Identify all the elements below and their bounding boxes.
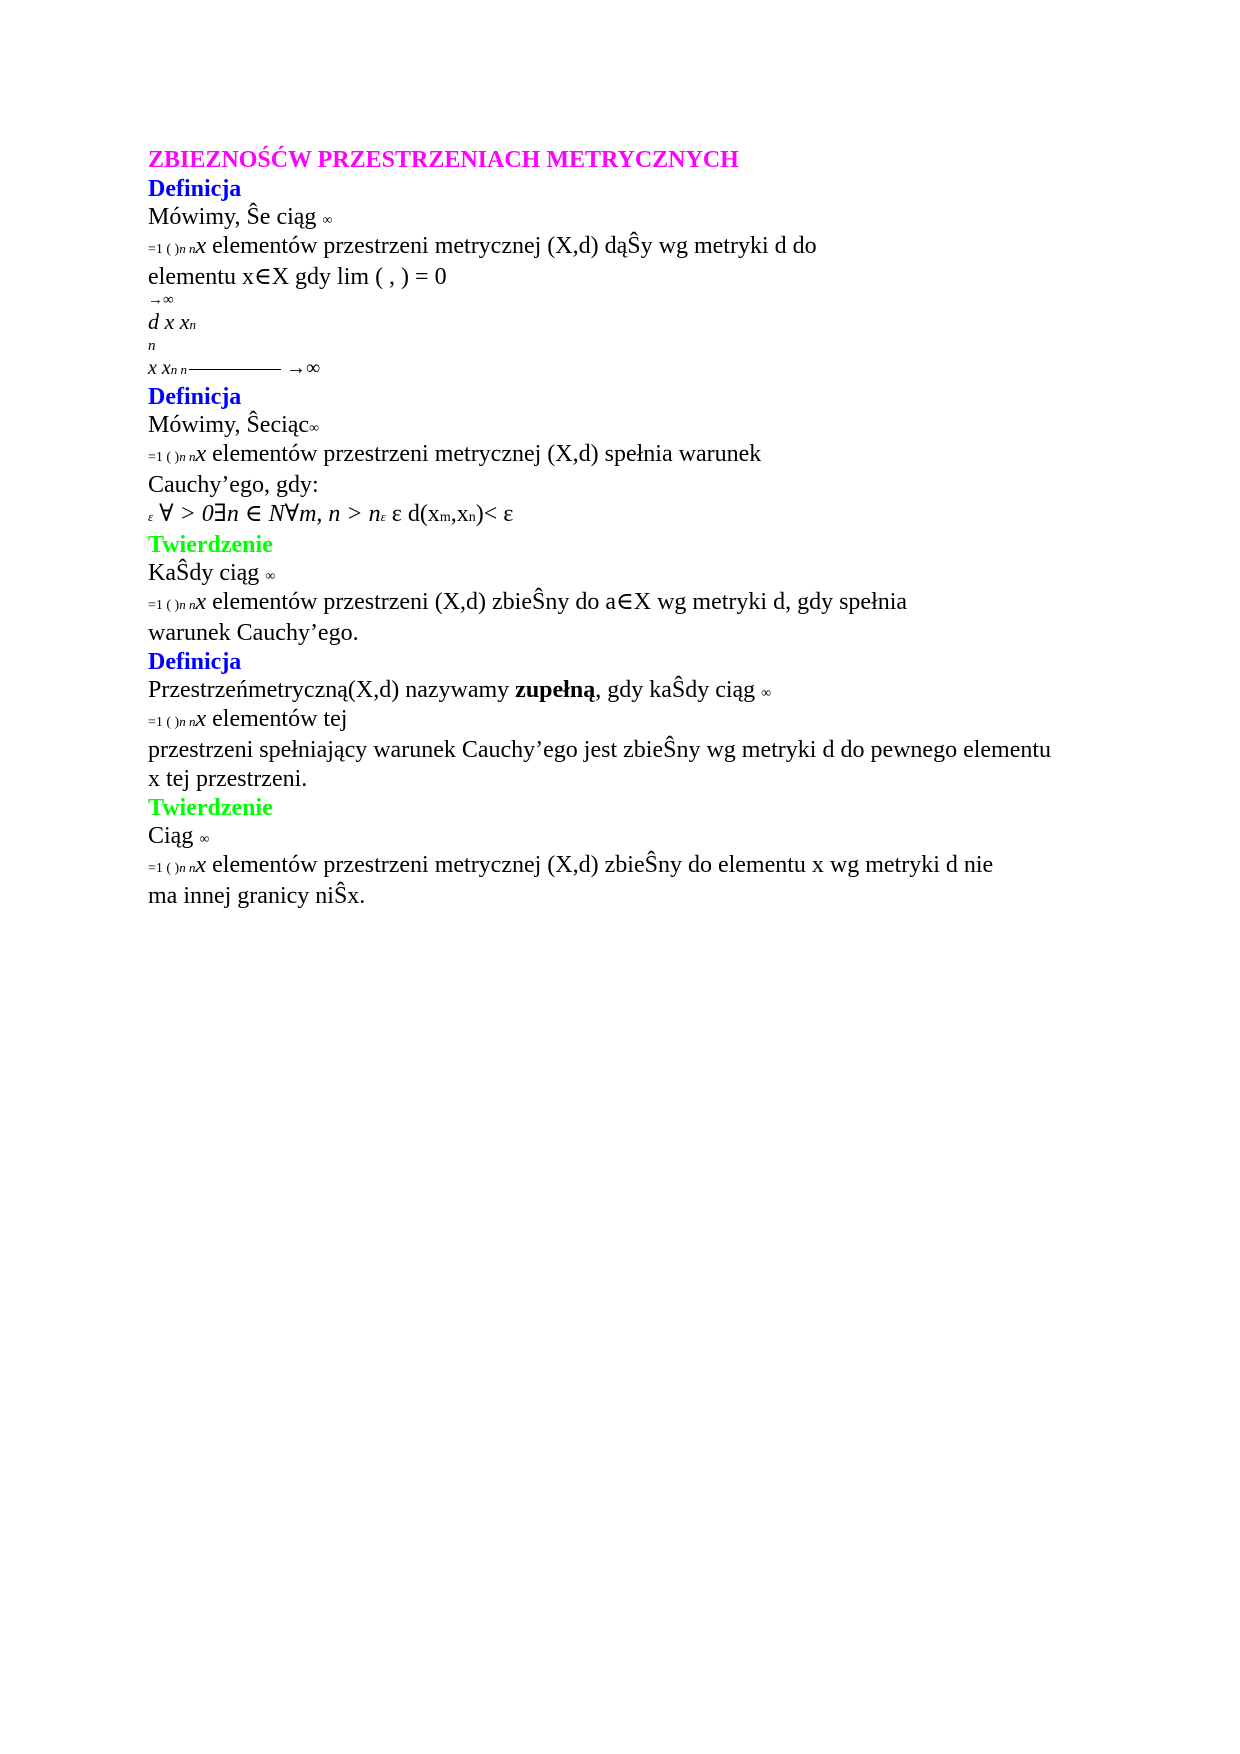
section-theorem-2 — [148, 794, 1128, 911]
arrow-shaft — [189, 369, 281, 370]
math-index: n — [148, 338, 156, 354]
text-fragment: elementów tej — [206, 706, 348, 732]
text-fragment: KaŜdy ciąg — [148, 560, 266, 586]
sequence-variable: x — [195, 706, 207, 732]
text-fragment: Przestrzeńmetryczną(X,d) nazywamy — [148, 677, 516, 703]
sequence-subscript: n n — [179, 860, 196, 875]
sequence-index: =1 ( ) — [148, 715, 180, 730]
math-subscript: n — [189, 317, 197, 332]
math-subscript: m — [439, 510, 451, 525]
text-fragment: elementów przestrzeni metrycznej (X,d) dąŜy wg metryki d do — [206, 233, 817, 259]
section-heading: Definicja — [148, 384, 242, 410]
section-definition-3 — [148, 648, 1128, 794]
text-line: przestrzeni spełniający warunek Cauchy’ego jest zbieŜny wg metryki d do pewnego elementu — [148, 737, 1052, 763]
math-fragment: ∀ > 0∃n ∈ N∀m, n > n — [159, 501, 381, 527]
text-line — [148, 559, 1128, 588]
text-line — [148, 440, 1128, 471]
text-line — [148, 203, 1128, 232]
sequence-variable: x — [195, 441, 207, 467]
text-line — [148, 411, 1128, 440]
math-fragment: ,x — [450, 501, 469, 527]
text-fragment: Mówimy, Ŝeciąc — [148, 412, 310, 438]
sequence-index: =1 ( ) — [148, 861, 180, 876]
sequence-subscript: n n — [179, 597, 196, 612]
math-subscript: ε — [380, 509, 386, 524]
math-fragment: x x — [148, 357, 171, 379]
text-line — [148, 851, 1128, 882]
section-heading: Definicja — [148, 176, 242, 202]
sequence-variable: x — [195, 589, 207, 615]
text-fragment: elementów przestrzeni metrycznej (X,d) spełnia warunek — [206, 441, 762, 467]
infinity-symbol: ∞ — [199, 832, 210, 847]
epsilon-subscript: ε — [148, 509, 154, 524]
bold-term: zupełną — [515, 677, 596, 703]
text-fragment: elementów przestrzeni (X,d) zbieŜny do a∈X wg metryki d, gdy spełnia — [206, 589, 908, 615]
text-line — [148, 822, 1128, 851]
arrow-tail: →∞ — [281, 357, 321, 379]
sequence-subscript: n n — [179, 449, 196, 464]
infinity-symbol: ∞ — [265, 569, 276, 584]
text-line — [148, 232, 1128, 263]
text-fragment: Ciąg — [148, 823, 200, 849]
sequence-variable: x — [195, 233, 207, 259]
text-line — [148, 676, 1128, 705]
cauchy-condition — [148, 500, 1128, 531]
sequence-subscript: n n — [179, 714, 196, 729]
infinity-symbol: ∞ — [761, 686, 772, 701]
section-theorem-1 — [148, 531, 1128, 648]
sequence-index: =1 ( ) — [148, 598, 180, 613]
infinity-symbol: ∞ — [322, 213, 333, 228]
document-title: ZBIEZNOŚĆW PRZESTRZENIACH METRYCZNYCH — [148, 147, 739, 173]
text-fragment: elementów przestrzeni metrycznej (X,d) zbieŜny do elementu x wg metryki d nie — [206, 852, 994, 878]
limit-arrow: →∞ — [148, 292, 174, 308]
convergence-line — [148, 355, 1128, 383]
math-fragment: )< ε — [475, 501, 514, 527]
math-subscript: n — [468, 510, 476, 525]
document-content — [148, 146, 1128, 911]
text-line — [148, 588, 1128, 619]
sequence-variable: x — [195, 852, 207, 878]
sequence-subscript: n n — [179, 241, 196, 256]
section-heading: Definicja — [148, 649, 242, 675]
text-line: Cauchy’ego, gdy: — [148, 472, 319, 498]
section-heading: Twierdzenie — [148, 795, 273, 821]
section-definition-2 — [148, 383, 1128, 531]
text-fragment: Mówimy, Ŝe ciąg — [148, 204, 323, 230]
math-fragment: ε d(x — [385, 501, 440, 527]
text-line: warunek Cauchy’ego. — [148, 620, 359, 646]
text-line: elementu x∈X gdy lim ( , ) = 0 — [148, 264, 447, 290]
section-heading: Twierdzenie — [148, 532, 273, 558]
section-definition-1 — [148, 175, 1128, 383]
infinity-symbol: ∞ — [309, 421, 320, 436]
text-line — [148, 705, 1128, 736]
math-fragment: d x x — [148, 309, 190, 334]
math-line — [148, 309, 1128, 338]
text-line: x tej przestrzeni. — [148, 766, 308, 792]
text-fragment: , gdy kaŜdy ciąg — [595, 677, 762, 703]
text-line: ma innej granicy niŜx. — [148, 883, 366, 909]
sequence-index: =1 ( ) — [148, 450, 180, 465]
sequence-index: =1 ( ) — [148, 242, 180, 257]
math-subscript: n n — [170, 362, 188, 377]
